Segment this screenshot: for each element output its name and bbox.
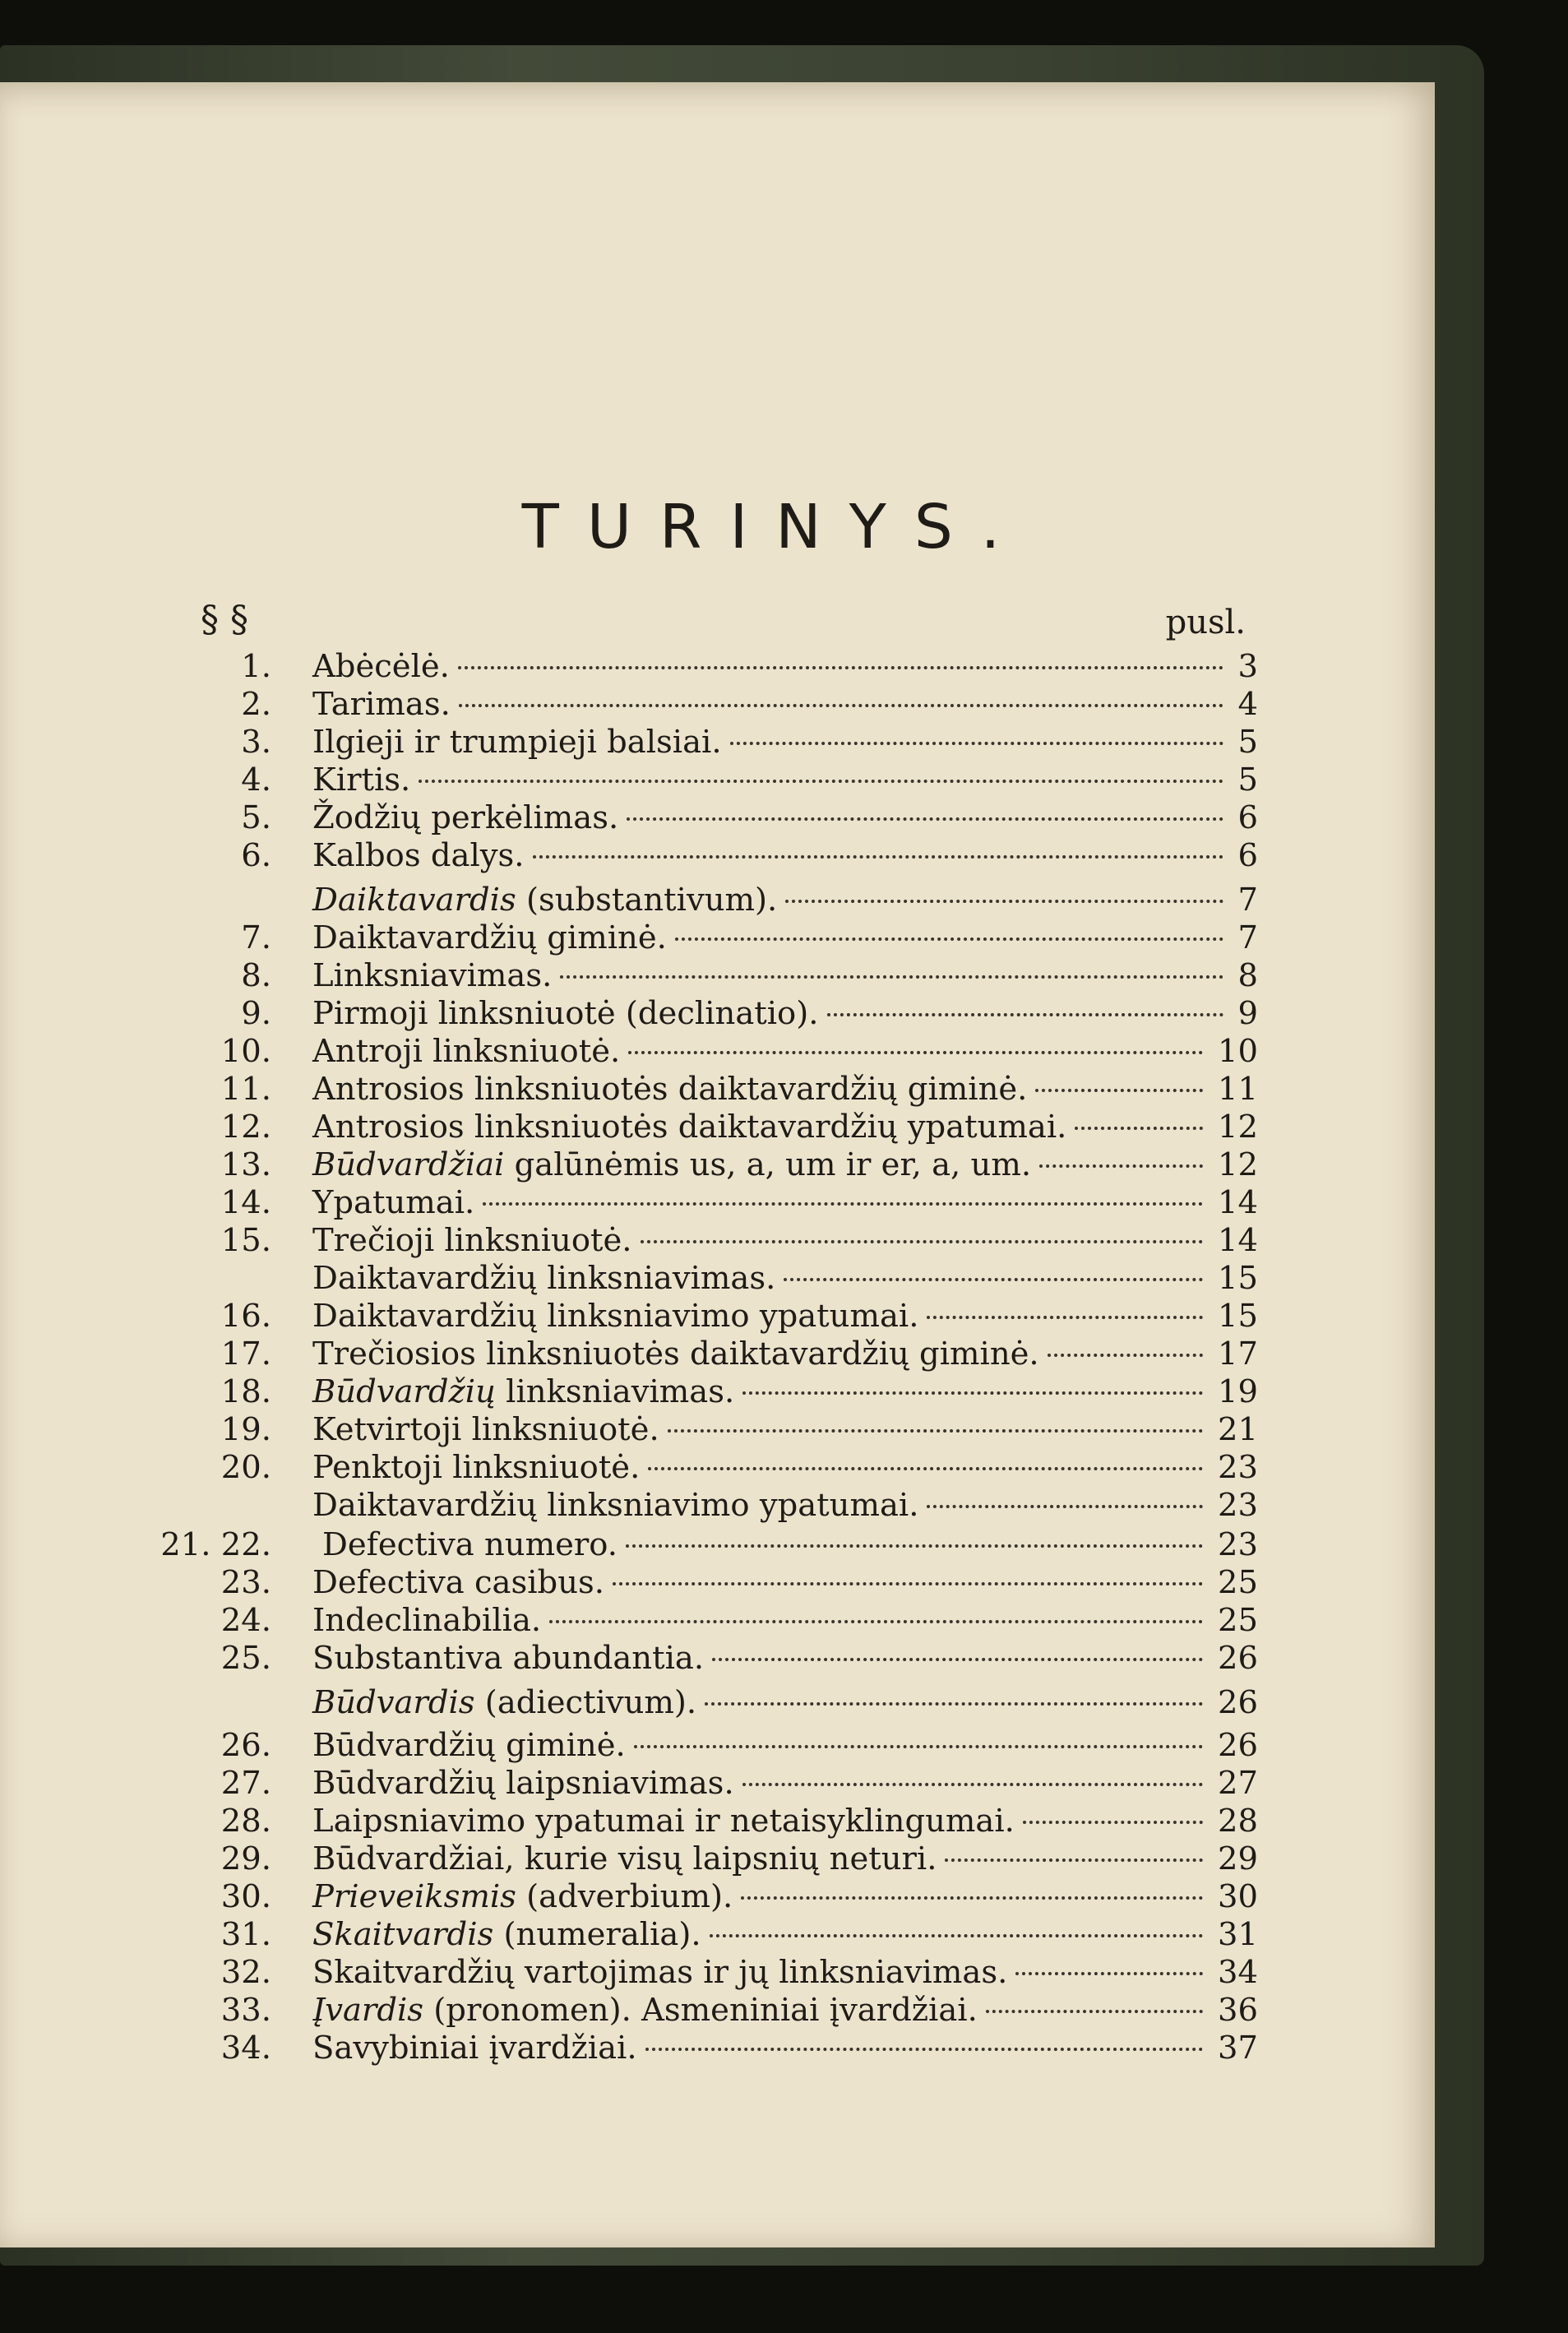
toc-entry <box>0 1916 1435 1954</box>
toc-entry-title-rest: (numeralia). <box>493 1916 701 1953</box>
toc-entry-title-text: Penktoji linksniuotė. <box>312 1449 641 1486</box>
dot-leader <box>1075 1127 1203 1130</box>
toc-entry-line <box>312 1033 1258 1071</box>
dot-leader <box>626 1544 1203 1548</box>
toc-entry-title-text: Tarimas. <box>312 686 451 723</box>
toc-entry <box>0 686 1435 724</box>
dot-leader <box>785 900 1223 903</box>
toc-entry-title-text: Ypatumai. <box>312 1184 475 1221</box>
toc-entry <box>0 761 1435 799</box>
toc-entry-line <box>312 799 1258 837</box>
toc-entry-title-text: Laipsniavimo ypatumai ir netaisyklingumai. <box>312 1803 1015 1840</box>
toc-entry-title <box>312 1260 775 1298</box>
toc-entry-title-text: Skaitvardžių vartojimas ir jų linksniavimas. <box>312 1954 1008 1991</box>
toc-entry-line <box>312 1222 1258 1260</box>
toc-entry <box>0 1033 1435 1071</box>
toc-entry <box>0 1684 1435 1722</box>
toc-entry-line <box>312 995 1258 1033</box>
toc-entry-title-text: Abėcėlė. <box>312 648 450 685</box>
toc-entry-page-number: 26 <box>1218 1727 1258 1764</box>
toc-entry-title <box>312 1602 541 1640</box>
toc-entry-page-number: 6 <box>1237 799 1258 836</box>
toc-entry-page-number: 12 <box>1218 1109 1258 1146</box>
toc-entry-page-number: 10 <box>1218 1033 1258 1070</box>
toc-entry-line <box>312 1260 1258 1298</box>
toc-entry-line <box>312 1727 1258 1765</box>
toc-entry-line <box>312 837 1258 875</box>
toc-entry-title <box>312 995 819 1033</box>
toc-entry-title-text: Daiktavardžių linksniavimo ypatumai. <box>312 1487 919 1524</box>
toc-entry-title-italic: Būdvardžių <box>312 1373 496 1410</box>
toc-entry-page-number: 26 <box>1218 1684 1258 1721</box>
toc-entry-number: 28. <box>220 1803 271 1840</box>
toc-entry-title <box>312 1373 734 1411</box>
toc-entry <box>0 1992 1435 2030</box>
toc-entry-title-rest: (adverbium). <box>516 1878 733 1915</box>
toc-entry-page-number: 19 <box>1218 1373 1258 1410</box>
section-sign-label: § § <box>201 599 248 641</box>
toc-entry-page-number: 25 <box>1218 1602 1258 1639</box>
toc-entry-title-text: Trečiosios linksniuotės daiktavardžių giminė. <box>312 1335 1039 1372</box>
toc-entry-title <box>312 1916 701 1954</box>
toc-entry-title <box>312 799 618 837</box>
toc-entry-title-italic: Įvardis <box>312 1992 424 2029</box>
toc-entry-page-number: 34 <box>1218 1954 1258 1991</box>
toc-entry-title-italic: Būdvardžiai <box>312 1146 505 1183</box>
toc-entry-number: 6. <box>241 837 271 874</box>
toc-entry-line <box>312 1335 1258 1373</box>
toc-entry <box>0 1109 1435 1146</box>
toc-entry-number: 25. <box>220 1640 271 1677</box>
dot-leader <box>641 1240 1204 1243</box>
toc-entry-line <box>312 957 1258 995</box>
toc-entry-title <box>312 1727 626 1765</box>
dot-leader <box>986 2010 1203 2013</box>
toc-entry-title <box>312 957 552 995</box>
toc-entry-line <box>312 686 1258 724</box>
toc-entry-title-text: Ketvirtoji linksniuotė. <box>312 1411 659 1448</box>
toc-entry-title-text: Indeclinabilia. <box>312 1602 542 1639</box>
toc-entry-title-text: Antroji linksniuotė. <box>312 1033 621 1070</box>
toc-entry-line <box>312 1640 1258 1678</box>
toc-entry-number: 23. <box>220 1564 271 1601</box>
toc-entry-line <box>312 919 1258 957</box>
toc-entry <box>0 1373 1435 1411</box>
toc-entry-page-number: 36 <box>1218 1992 1258 2029</box>
dot-leader <box>927 1505 1203 1508</box>
toc-entry-title <box>312 1640 704 1678</box>
toc-entry <box>0 1840 1435 1878</box>
toc-entry <box>0 1449 1435 1487</box>
toc-entry-title <box>312 1803 1015 1840</box>
toc-entry-title-italic: Skaitvardis <box>312 1916 494 1953</box>
toc-entry-line <box>312 1765 1258 1803</box>
toc-entry <box>0 1727 1435 1765</box>
toc-entry-line <box>312 1602 1258 1640</box>
toc-entry <box>0 1146 1435 1184</box>
toc-entry-title-text: Daiktavardžių linksniavimo ypatumai. <box>312 1298 919 1335</box>
toc-entry-number: 5. <box>241 799 271 836</box>
toc-entry-number: 11. <box>220 1071 271 1108</box>
toc-entry-title <box>312 1222 632 1260</box>
dot-leader <box>712 1658 1203 1661</box>
toc-entry-title-text: Defectiva numero. <box>322 1526 618 1563</box>
toc-entry-line <box>322 1526 1258 1564</box>
toc-entry-title <box>312 1335 1039 1373</box>
dot-leader <box>668 1429 1203 1433</box>
toc-entry-title <box>312 1184 474 1222</box>
toc-entry-title-text: Kalbos dalys. <box>312 837 525 874</box>
toc-entry-page-number: 12 <box>1218 1146 1258 1183</box>
toc-entry-line <box>312 1803 1258 1840</box>
toc-entry <box>0 957 1435 995</box>
toc-entry-page-number: 15 <box>1218 1298 1258 1335</box>
toc-entry-title <box>312 1840 937 1878</box>
toc-entry-line <box>312 1449 1258 1487</box>
page-column-label: pusl. <box>1165 604 1246 641</box>
dot-leader <box>613 1582 1203 1585</box>
toc-entry <box>0 882 1435 919</box>
toc-entry <box>0 799 1435 837</box>
toc-entry <box>0 1954 1435 1992</box>
toc-entry-title-text: Defectiva casibus. <box>312 1564 604 1601</box>
toc-entry-page-number: 15 <box>1218 1260 1258 1297</box>
toc-entry-title <box>312 1954 1007 1992</box>
toc-entry <box>0 1260 1435 1298</box>
toc-entry <box>0 1803 1435 1840</box>
toc-entry-line <box>312 1298 1258 1335</box>
toc-entry-number: 19. <box>220 1411 271 1448</box>
toc-entry-page-number: 14 <box>1218 1184 1258 1221</box>
toc-entry-title-text: Ilgieji ir trumpieji balsiai. <box>312 724 722 761</box>
toc-entry-number: 18. <box>220 1373 271 1410</box>
toc-entry-title <box>312 882 777 919</box>
toc-entry-title-text: Daiktavardžių giminė. <box>312 919 667 956</box>
toc-entry-number: 30. <box>220 1878 271 1915</box>
toc-entry-title-rest: (pronomen). Asmeniniai įvardžiai. <box>423 1992 978 2029</box>
toc-entry <box>0 1526 1435 1564</box>
toc-entry-line <box>312 2030 1258 2067</box>
toc-entry-title <box>312 1487 918 1525</box>
toc-entry <box>0 2030 1435 2067</box>
toc-entry-line <box>312 1109 1258 1146</box>
dot-leader <box>710 1934 1203 1937</box>
toc-entry-line <box>312 1992 1258 2030</box>
toc-entry-page-number: 11 <box>1218 1071 1258 1108</box>
toc-entry-page-number: 30 <box>1218 1878 1258 1915</box>
dot-leader <box>627 817 1223 821</box>
dot-leader <box>742 1783 1203 1786</box>
dot-leader <box>1023 1821 1203 1824</box>
dot-leader <box>705 1702 1203 1706</box>
toc-entry-title-text: Būdvardžių laipsniavimas. <box>312 1765 734 1802</box>
toc-entry <box>0 1071 1435 1109</box>
toc-entry-line <box>312 1373 1258 1411</box>
toc-entry-line <box>312 648 1258 686</box>
toc-entry-title <box>322 1526 617 1564</box>
toc-entry-page-number: 23 <box>1218 1487 1258 1524</box>
toc-entry-title-rest: linksniavimas. <box>495 1373 735 1410</box>
toc-entry-title-text: Kirtis. <box>312 761 411 798</box>
toc-entry-title <box>312 1298 918 1335</box>
toc-entry <box>0 1298 1435 1335</box>
toc-entry-number: 31. <box>220 1916 271 1953</box>
toc-entry-title <box>312 1071 1027 1109</box>
toc-entry-line <box>312 1071 1258 1109</box>
toc-entry-title-text: Daiktavardžių linksniavimas. <box>312 1260 776 1297</box>
toc-entry-line <box>312 1487 1258 1525</box>
toc-entry-line <box>312 1146 1258 1184</box>
toc-entry-title <box>312 1684 696 1722</box>
toc-entry-title <box>312 837 525 875</box>
toc-entry-number: 26. <box>220 1727 271 1764</box>
toc-entry-line <box>312 761 1258 799</box>
toc-entry-title-text: Antrosios linksniuotės daiktavardžių ypatumai. <box>312 1109 1067 1146</box>
toc-entry <box>0 1335 1435 1373</box>
toc-entry-number: 21. 22. <box>160 1526 271 1563</box>
toc-entry-line <box>312 1840 1258 1878</box>
toc-entry-page-number: 27 <box>1218 1765 1258 1802</box>
toc-entry-page-number: 23 <box>1218 1526 1258 1563</box>
toc-entry-number: 3. <box>241 724 271 761</box>
toc-entry-title-text: Savybiniai įvardžiai. <box>312 2030 637 2067</box>
dot-leader <box>945 1859 1203 1862</box>
toc-entry <box>0 1765 1435 1803</box>
toc-entry-title-text: Substantiva abundantia. <box>312 1640 705 1677</box>
toc-entry-number: 32. <box>220 1954 271 1991</box>
toc-entry-title <box>312 1109 1066 1146</box>
toc-entry <box>0 919 1435 957</box>
toc-entry-number: 33. <box>220 1992 271 2029</box>
dot-leader <box>628 1051 1203 1054</box>
dot-leader <box>634 1745 1203 1748</box>
toc-entry-title-italic: Prieveiksmis <box>312 1878 516 1915</box>
toc-entry <box>0 1222 1435 1260</box>
toc-entry-line <box>312 724 1258 761</box>
dot-leader <box>1035 1089 1203 1092</box>
toc-entry <box>0 1878 1435 1916</box>
dot-leader <box>1048 1354 1203 1357</box>
toc-entry-title <box>312 761 410 799</box>
toc-entry-title <box>312 2030 637 2067</box>
toc-entry-number: 9. <box>241 995 271 1032</box>
dot-leader <box>645 2048 1203 2051</box>
toc-entry-title <box>312 1992 978 2030</box>
toc-entry-title <box>312 648 450 686</box>
toc-entry-page-number: 23 <box>1218 1449 1258 1486</box>
dot-leader <box>1039 1164 1203 1168</box>
toc-entry-page-number: 37 <box>1218 2030 1258 2067</box>
dot-leader <box>927 1316 1203 1319</box>
toc-entry-page-number: 17 <box>1218 1335 1258 1372</box>
toc-entry-title-rest: galūnėmis us, a, um ir er, a, um. <box>504 1146 1032 1183</box>
toc-entry-number: 4. <box>241 761 271 798</box>
toc-entry-number: 14. <box>220 1184 271 1221</box>
toc-entry <box>0 995 1435 1033</box>
toc-entry-line <box>312 1411 1258 1449</box>
toc-entry-title-text: Būdvardžių giminė. <box>312 1727 626 1764</box>
toc-entry-title <box>312 724 722 761</box>
dot-leader <box>784 1278 1203 1281</box>
dot-leader <box>742 1391 1203 1395</box>
toc-entry-line <box>312 882 1258 919</box>
toc-entry-line <box>312 1878 1258 1916</box>
dot-leader <box>741 1896 1203 1900</box>
toc-entry-page-number: 28 <box>1218 1803 1258 1840</box>
toc-entry-title-italic: Būdvardis <box>312 1684 475 1721</box>
toc-entry-line <box>312 1916 1258 1954</box>
toc-entry <box>0 1640 1435 1678</box>
toc-entry-title-text: Pirmoji linksniuotė (declinatio). <box>312 995 819 1032</box>
dot-leader <box>1015 1972 1203 1975</box>
toc-entry-number: 1. <box>241 648 271 685</box>
toc-entry <box>0 1602 1435 1640</box>
toc-entry <box>0 837 1435 875</box>
toc-entry-number: 17. <box>220 1335 271 1372</box>
toc-entry-page-number: 14 <box>1218 1222 1258 1259</box>
dot-leader <box>648 1467 1203 1470</box>
toc-entry <box>0 648 1435 686</box>
toc-entry-number: 27. <box>220 1765 271 1802</box>
toc-entry-line <box>312 1184 1258 1222</box>
toc-entry-page-number: 4 <box>1237 686 1258 723</box>
toc-entry-page-number: 6 <box>1237 837 1258 874</box>
toc-entry-page-number: 5 <box>1237 724 1258 761</box>
toc-entry-title <box>312 1449 640 1487</box>
toc-entry-title <box>312 1033 620 1071</box>
toc-entry-title <box>312 919 667 957</box>
toc-header <box>0 599 1435 648</box>
page-title: TURINYS. <box>521 492 1029 562</box>
toc-entry-number: 8. <box>241 957 271 994</box>
toc-entry-title <box>312 1411 659 1449</box>
toc-entry-line <box>312 1564 1258 1602</box>
toc-entry-number: 16. <box>220 1298 271 1335</box>
toc-entry-number: 7. <box>241 919 271 956</box>
dot-leader <box>419 780 1223 783</box>
toc-entry-page-number: 8 <box>1237 957 1258 994</box>
toc-entry-page-number: 9 <box>1237 995 1258 1032</box>
toc-entry-page-number: 7 <box>1237 919 1258 956</box>
toc-entry-number: 24. <box>220 1602 271 1639</box>
toc-entry <box>0 1411 1435 1449</box>
dot-leader <box>560 975 1223 979</box>
toc-entry-number: 12. <box>220 1109 271 1146</box>
toc-entry-title <box>312 1878 733 1916</box>
toc-entry-line <box>312 1954 1258 1992</box>
toc-entry-title <box>312 1765 734 1803</box>
toc-entry-number: 13. <box>220 1146 271 1183</box>
toc-entry <box>0 1184 1435 1222</box>
toc-entry-number: 2. <box>241 686 271 723</box>
toc-entry-page-number: 31 <box>1218 1916 1258 1953</box>
toc-entry-page-number: 26 <box>1218 1640 1258 1677</box>
dot-leader <box>458 666 1223 669</box>
toc-entry-page-number: 25 <box>1218 1564 1258 1601</box>
toc-entry-title <box>312 1564 604 1602</box>
toc-entry-title-rest: (adiectivum). <box>474 1684 697 1721</box>
toc-entry-number: 29. <box>220 1840 271 1877</box>
toc-entry <box>0 724 1435 761</box>
dot-leader <box>675 937 1223 941</box>
toc-entry-title-text: Trečioji linksniuotė. <box>312 1222 632 1259</box>
dot-leader <box>549 1620 1203 1623</box>
toc-entry-page-number: 5 <box>1237 761 1258 798</box>
toc-entry-title <box>312 1146 1031 1184</box>
dot-leader <box>459 704 1223 707</box>
toc-entry-title <box>312 686 451 724</box>
toc-entry-title-text: Žodžių perkėlimas. <box>312 799 619 836</box>
toc-entry-title-rest: (substantivum). <box>516 882 778 919</box>
dot-leader <box>730 742 1223 745</box>
toc-entry-title-text: Linksniavimas. <box>312 957 553 994</box>
toc-entry-page-number: 7 <box>1237 882 1258 919</box>
dot-leader <box>827 1013 1223 1016</box>
toc-entry-line <box>312 1684 1258 1722</box>
toc-entry-page-number: 29 <box>1218 1840 1258 1877</box>
toc-entry <box>0 1487 1435 1525</box>
toc-entry-title-italic: Daiktavardis <box>312 882 516 919</box>
toc-entry-page-number: 3 <box>1237 648 1258 685</box>
dot-leader <box>533 855 1223 859</box>
dot-leader <box>483 1202 1203 1206</box>
toc-entry-number: 34. <box>220 2030 271 2067</box>
toc-entry-title-text: Antrosios linksniuotės daiktavardžių giminė. <box>312 1071 1028 1108</box>
toc-entry-number: 15. <box>220 1222 271 1259</box>
toc-entry <box>0 1564 1435 1602</box>
toc-entry-number: 10. <box>220 1033 271 1070</box>
toc-entry-page-number: 21 <box>1218 1411 1258 1448</box>
toc-entry-number: 20. <box>220 1449 271 1486</box>
toc-entry-title-text: Būdvardžiai, kurie visų laipsnių neturi. <box>312 1840 937 1877</box>
